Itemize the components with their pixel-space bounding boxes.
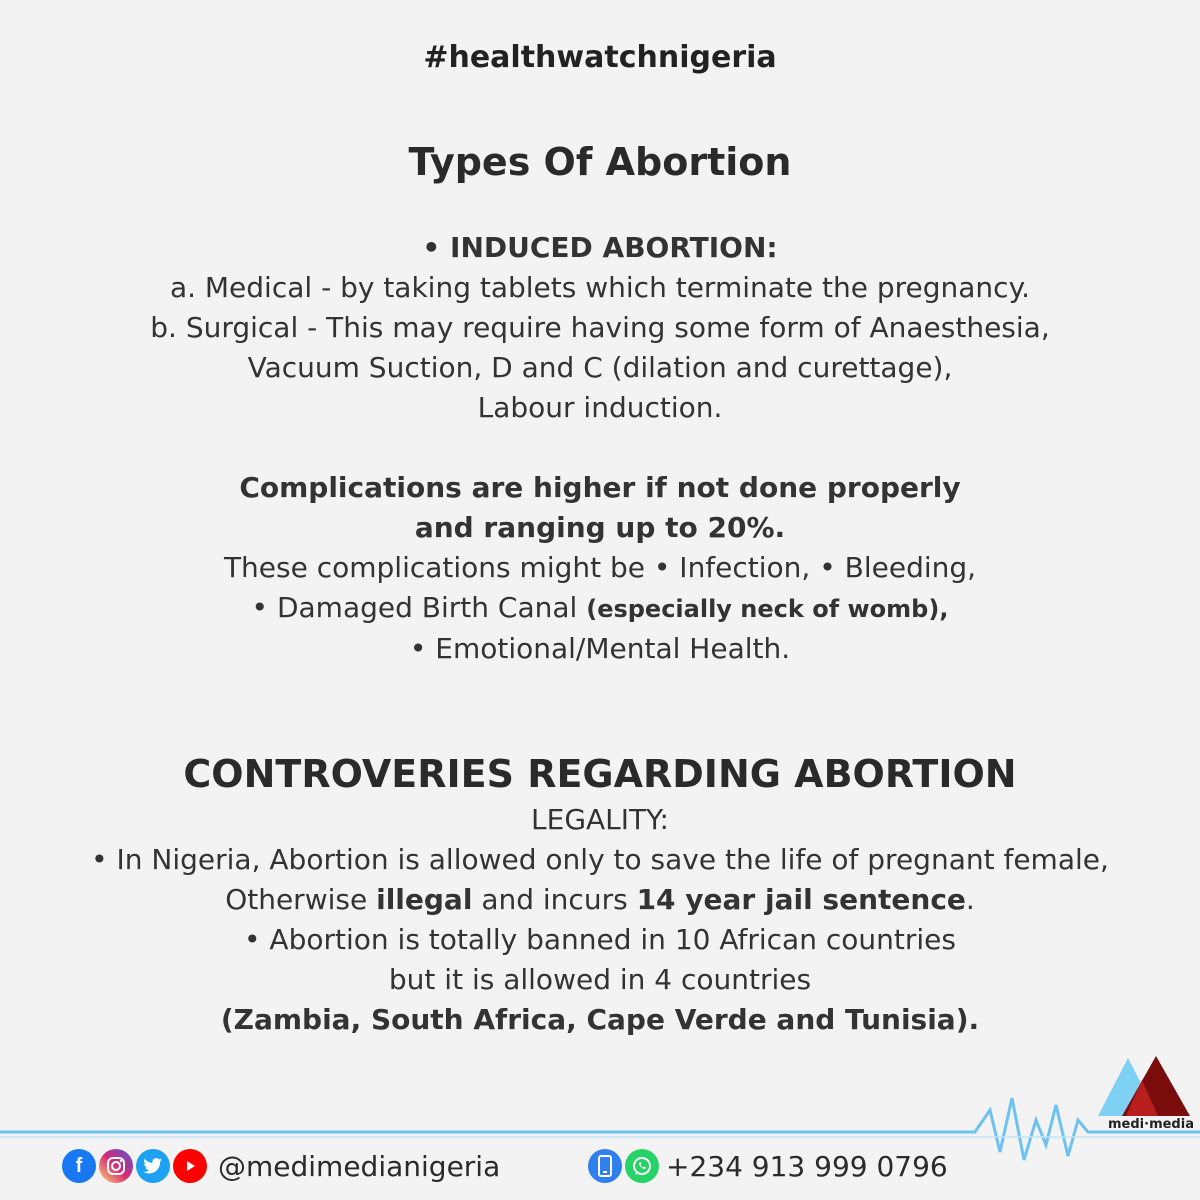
induced-heading: • INDUCED ABORTION: (422, 231, 778, 264)
youtube-icon[interactable] (173, 1149, 207, 1183)
twitter-icon[interactable] (136, 1149, 170, 1183)
contact-info (588, 1146, 948, 1186)
phone-number[interactable]: +234 913 999 0796 (666, 1149, 948, 1183)
incurs-text: and incurs (472, 883, 637, 916)
brand-name: medi·media (1108, 1117, 1194, 1132)
facebook-icon[interactable]: f (62, 1149, 96, 1183)
illegal-text: illegal (376, 883, 473, 916)
complications-section (0, 468, 1200, 669)
surgical-line-2: Vacuum Suction, D and C (dilation and curettage), (247, 351, 953, 384)
legality-section (0, 800, 1200, 1040)
phone-icon[interactable] (588, 1149, 622, 1183)
womb-note: (especially neck of womb), (586, 595, 949, 623)
legality-subheading: LEGALITY: (531, 803, 669, 836)
complications-bold-1: Complications are higher if not done properly (239, 471, 961, 504)
complications-list-3: • Emotional/Mental Health. (409, 632, 791, 665)
legality-line-1: • In Nigeria, Abortion is allowed only to save the life of pregnant female, (91, 843, 1109, 876)
complications-list-1: These complications might be • Infection, • Bleeding, (223, 551, 977, 584)
legality-line-3: • Abortion is totally banned in 10 African countries (244, 923, 956, 956)
period-text: . (965, 883, 975, 916)
otherwise-text: Otherwise (225, 883, 377, 916)
jail-sentence-text: 14 year jail sentence (636, 883, 966, 916)
whatsapp-icon[interactable] (625, 1149, 659, 1183)
induced-abortion-section (0, 228, 1200, 428)
medical-line: a. Medical - by taking tablets which terminate the pregnancy. (169, 271, 1031, 304)
birth-canal-text: • Damaged Birth Canal (251, 591, 587, 624)
social-links (62, 1146, 500, 1186)
legality-line-4: but it is allowed in 4 countries (388, 963, 812, 996)
legality-line-2 (0, 880, 1200, 920)
surgical-line-1: b. Surgical - This may require having some form of Anaesthesia, (150, 311, 1050, 344)
page-title: Types Of Abortion (408, 140, 792, 184)
complications-bold-2: and ranging up to 20%. (414, 511, 786, 544)
surgical-line-3: Labour induction. (477, 391, 723, 424)
controversy-heading: CONTROVERIES REGARDING ABORTION (183, 752, 1017, 796)
social-handle[interactable]: @medimedianigeria (218, 1149, 501, 1183)
complications-list-2 (0, 588, 1200, 629)
hashtag: #healthwatchnigeria (423, 40, 777, 75)
instagram-icon[interactable] (99, 1149, 133, 1183)
legality-line-5: (Zambia, South Africa, Cape Verde and Tunisia). (220, 1003, 980, 1036)
